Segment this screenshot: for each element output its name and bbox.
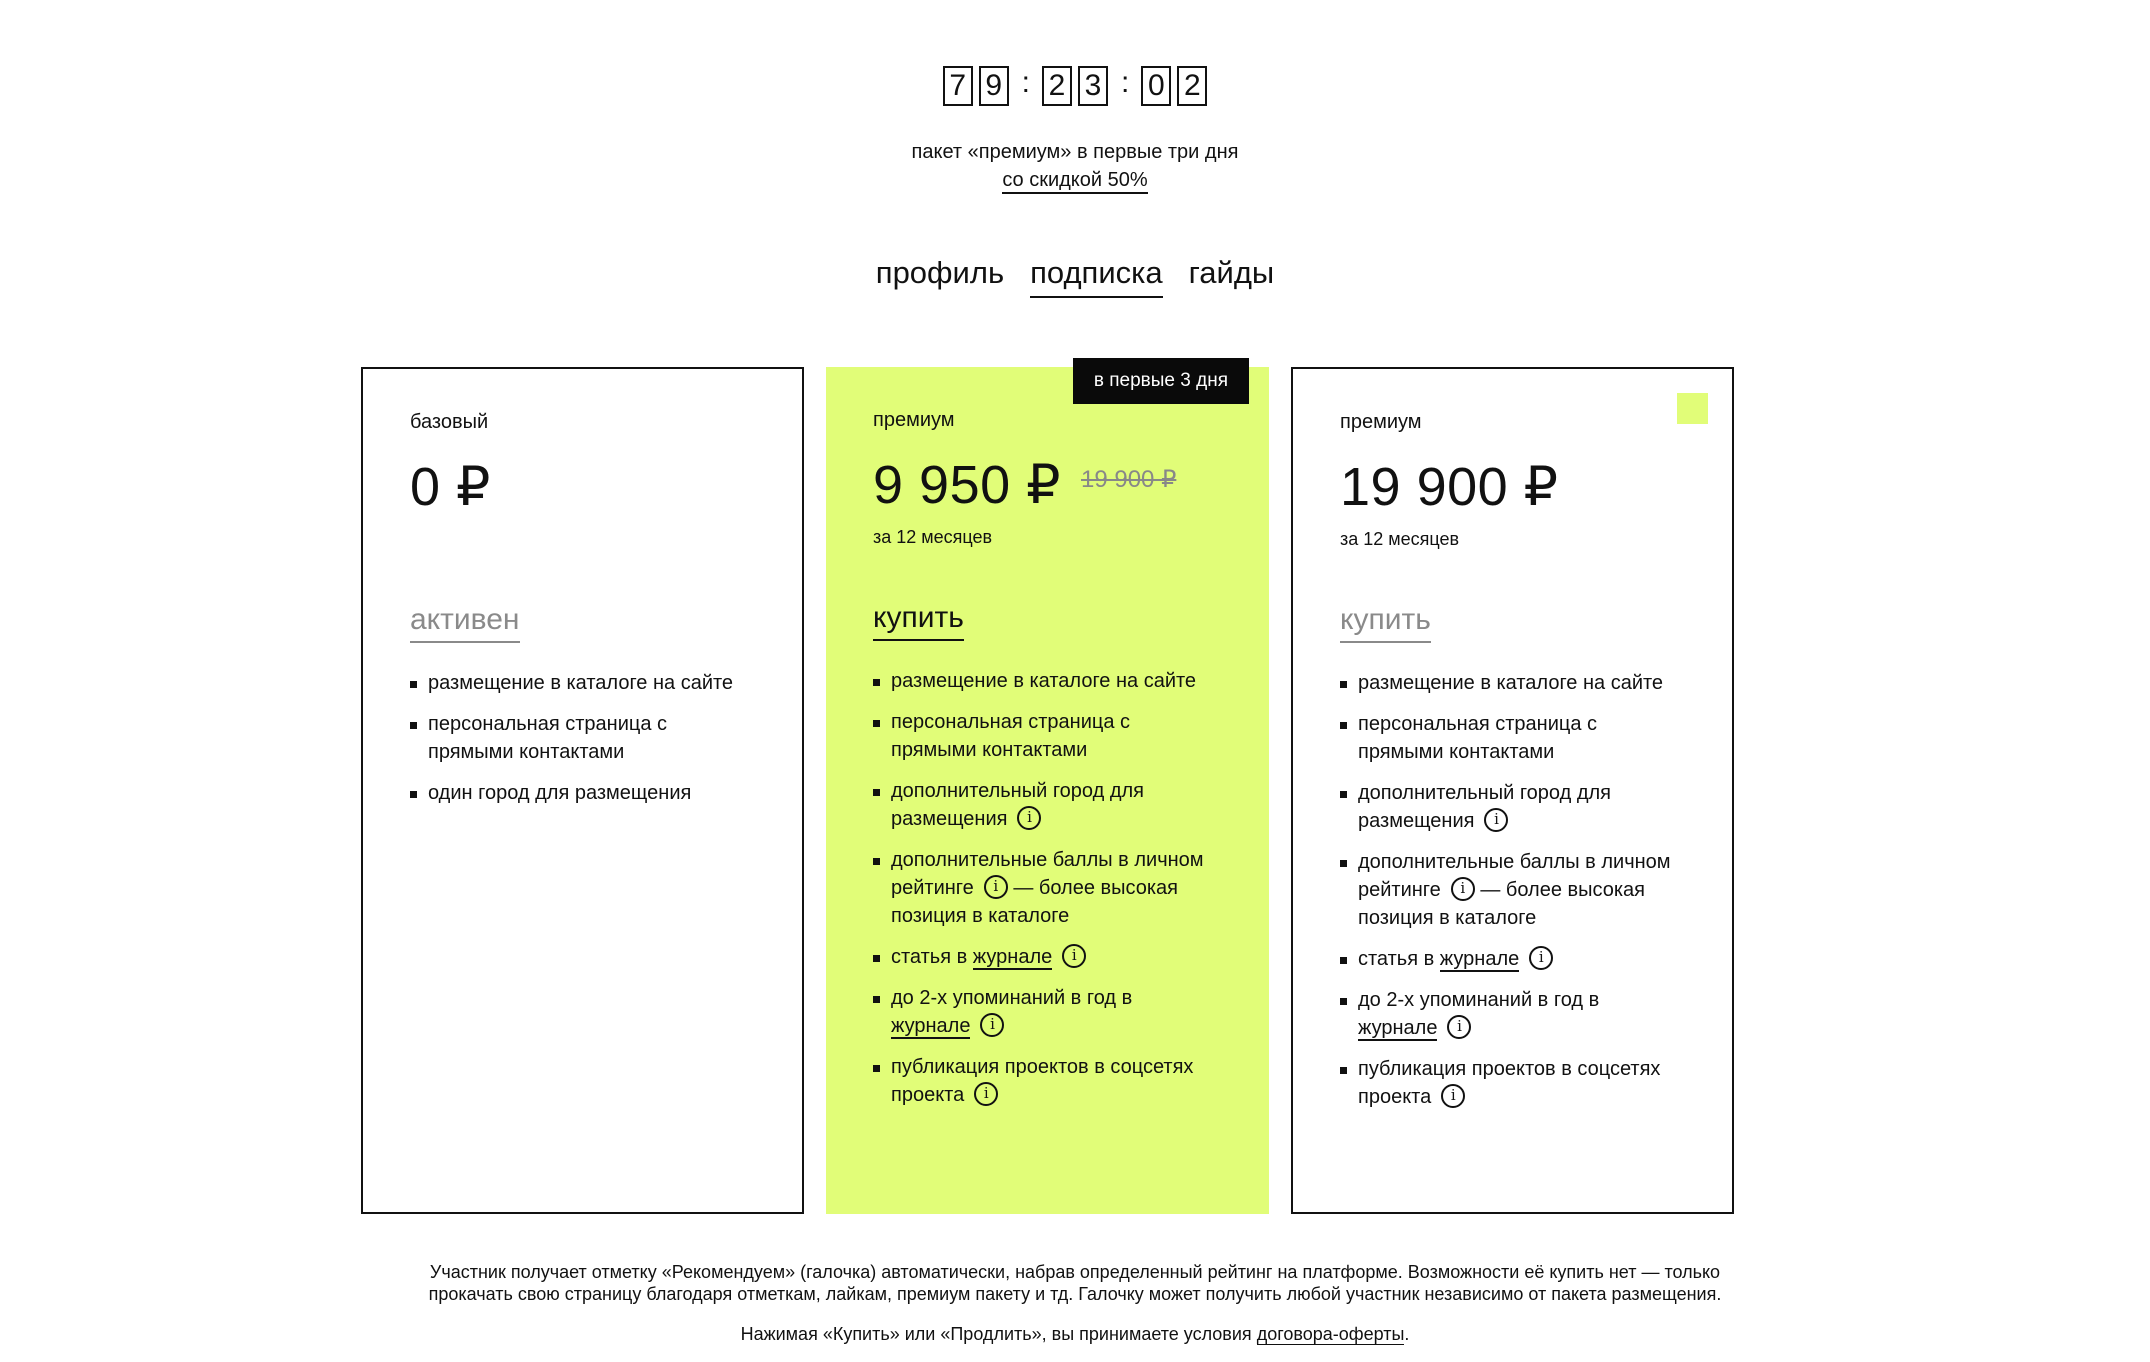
discount-badge: в первые 3 дня: [1073, 358, 1249, 404]
info-icon[interactable]: i: [1484, 808, 1508, 832]
feature-text: — более высокая позиция в каталоге: [891, 877, 1179, 927]
feature-text: до 2-х упоминаний в год в: [1358, 989, 1600, 1011]
feature-item: [410, 669, 750, 697]
feature-text: один город для размещения: [428, 782, 692, 804]
feature-item: [410, 779, 750, 807]
plan-period: за 12 месяцев: [1340, 529, 1460, 549]
feature-text: до 2-х упоминаний в год в: [891, 987, 1133, 1009]
buy-button[interactable]: купить: [873, 599, 964, 641]
feature-item: [1340, 710, 1680, 766]
tab-profile[interactable]: профиль: [875, 255, 1005, 290]
agreement-suffix: .: [1404, 1324, 1410, 1344]
info-icon[interactable]: i: [1447, 1015, 1471, 1039]
feature-text: дополнительные баллы в личном рейтинге: [891, 849, 1204, 899]
feature-text: размещение в каталоге на сайте: [1358, 672, 1664, 694]
feature-item: [873, 708, 1213, 764]
plan-card-premium: [1291, 367, 1734, 1214]
feature-item: [1340, 1055, 1680, 1111]
feature-item: [873, 984, 1213, 1040]
accent-square: [1677, 393, 1708, 424]
feature-list: [873, 667, 1213, 1122]
info-icon[interactable]: i: [974, 1082, 998, 1106]
recommendation-note: [0, 1261, 2150, 1305]
price-row: [1340, 455, 1559, 518]
old-price: 19 900 ₽: [1081, 466, 1177, 493]
timer-digit: 9: [979, 66, 1009, 106]
feature-text: публикация проектов в соцсетях проекта: [891, 1056, 1194, 1106]
feature-text: персональная страница с прямыми контактами: [428, 713, 667, 763]
price-row: [873, 453, 1176, 516]
promo-text: [0, 138, 2150, 194]
feature-text: статья в: [891, 946, 968, 968]
offer-agreement-link[interactable]: договора-оферты: [1256, 1324, 1405, 1344]
timer-digit: 2: [1042, 66, 1072, 106]
plan-price: 0 ₽: [410, 457, 491, 517]
feature-text: — более высокая позиция в каталоге: [1358, 879, 1646, 929]
note-line: Участник получает отметку «Рекомендуем» (галочка) автоматически, набрав определенный рейтинг на платформе. Возможности её купить нет — только: [429, 1262, 1721, 1282]
feature-text: статья в: [1358, 948, 1435, 970]
info-icon[interactable]: i: [1451, 877, 1475, 901]
feature-item: [410, 710, 750, 766]
feature-item: [1340, 779, 1680, 835]
feature-list: [410, 669, 750, 820]
journal-link[interactable]: журнале: [891, 1015, 971, 1037]
account-tabs: [0, 252, 2150, 298]
agreement-note: [0, 1323, 2150, 1345]
feature-item: [1340, 669, 1680, 697]
feature-text: размещение в каталоге на сайте: [891, 670, 1197, 692]
promo-line: пакет «премиум» в первые три дня: [911, 141, 1239, 163]
timer-digit: 0: [1141, 66, 1171, 106]
feature-text: персональная страница с прямыми контактами: [891, 711, 1130, 761]
price-row: [410, 455, 491, 518]
timer-digit: 3: [1078, 66, 1108, 106]
info-icon[interactable]: i: [980, 1013, 1004, 1037]
info-icon[interactable]: i: [1441, 1084, 1465, 1108]
timer-separator: :: [1121, 66, 1130, 99]
feature-text: размещение в каталоге на сайте: [428, 672, 734, 694]
plan-period: за 12 месяцев: [873, 527, 993, 547]
feature-item: [873, 943, 1213, 971]
plan-name: премиум: [1340, 411, 1422, 433]
plan-card-premium-discount: [826, 367, 1269, 1214]
agreement-text: Нажимая «Купить» или «Продлить», вы принимаете условия: [740, 1324, 1252, 1344]
feature-item: [873, 667, 1213, 695]
feature-list: [1340, 669, 1680, 1124]
plan-price: 9 950 ₽: [873, 455, 1061, 515]
info-icon[interactable]: i: [1529, 946, 1553, 970]
active-status-button: активен: [410, 601, 520, 643]
note-line: прокачать свою страницу благодаря отметкам, лайкам, премиум пакету и тд. Галочку может получить любой участник независимо от пакета размещения.: [428, 1284, 1722, 1304]
plan-name: премиум: [873, 409, 955, 431]
info-icon[interactable]: i: [1017, 806, 1041, 830]
plan-card-basic: [361, 367, 804, 1214]
feature-item: [1340, 986, 1680, 1042]
info-icon[interactable]: i: [984, 875, 1008, 899]
timer-separator: :: [1021, 66, 1030, 99]
feature-text: дополнительный город для размещения: [891, 780, 1145, 830]
timer-digit: 7: [943, 66, 973, 106]
feature-text: персональная страница с прямыми контактами: [1358, 713, 1597, 763]
tab-guides[interactable]: гайды: [1188, 255, 1275, 290]
discount-link[interactable]: со скидкой 50%: [1002, 168, 1147, 194]
feature-item: [873, 1053, 1213, 1109]
plan-name: базовый: [410, 411, 489, 433]
feature-item: [1340, 848, 1680, 932]
countdown-timer: [0, 66, 2150, 106]
journal-link[interactable]: журнале: [1439, 948, 1520, 970]
info-icon[interactable]: i: [1062, 944, 1086, 968]
feature-item: [1340, 945, 1680, 973]
plan-price: 19 900 ₽: [1340, 457, 1559, 517]
feature-text: дополнительный город для размещения: [1358, 782, 1612, 832]
feature-item: [873, 846, 1213, 930]
buy-button[interactable]: купить: [1340, 601, 1431, 643]
journal-link[interactable]: журнале: [1358, 1017, 1438, 1039]
journal-link[interactable]: журнале: [972, 946, 1053, 968]
feature-text: дополнительные баллы в личном рейтинге: [1358, 851, 1671, 901]
feature-text: публикация проектов в соцсетях проекта: [1358, 1058, 1661, 1108]
feature-item: [873, 777, 1213, 833]
tab-subscription[interactable]: подписка: [1030, 252, 1163, 298]
timer-digit: 2: [1177, 66, 1207, 106]
